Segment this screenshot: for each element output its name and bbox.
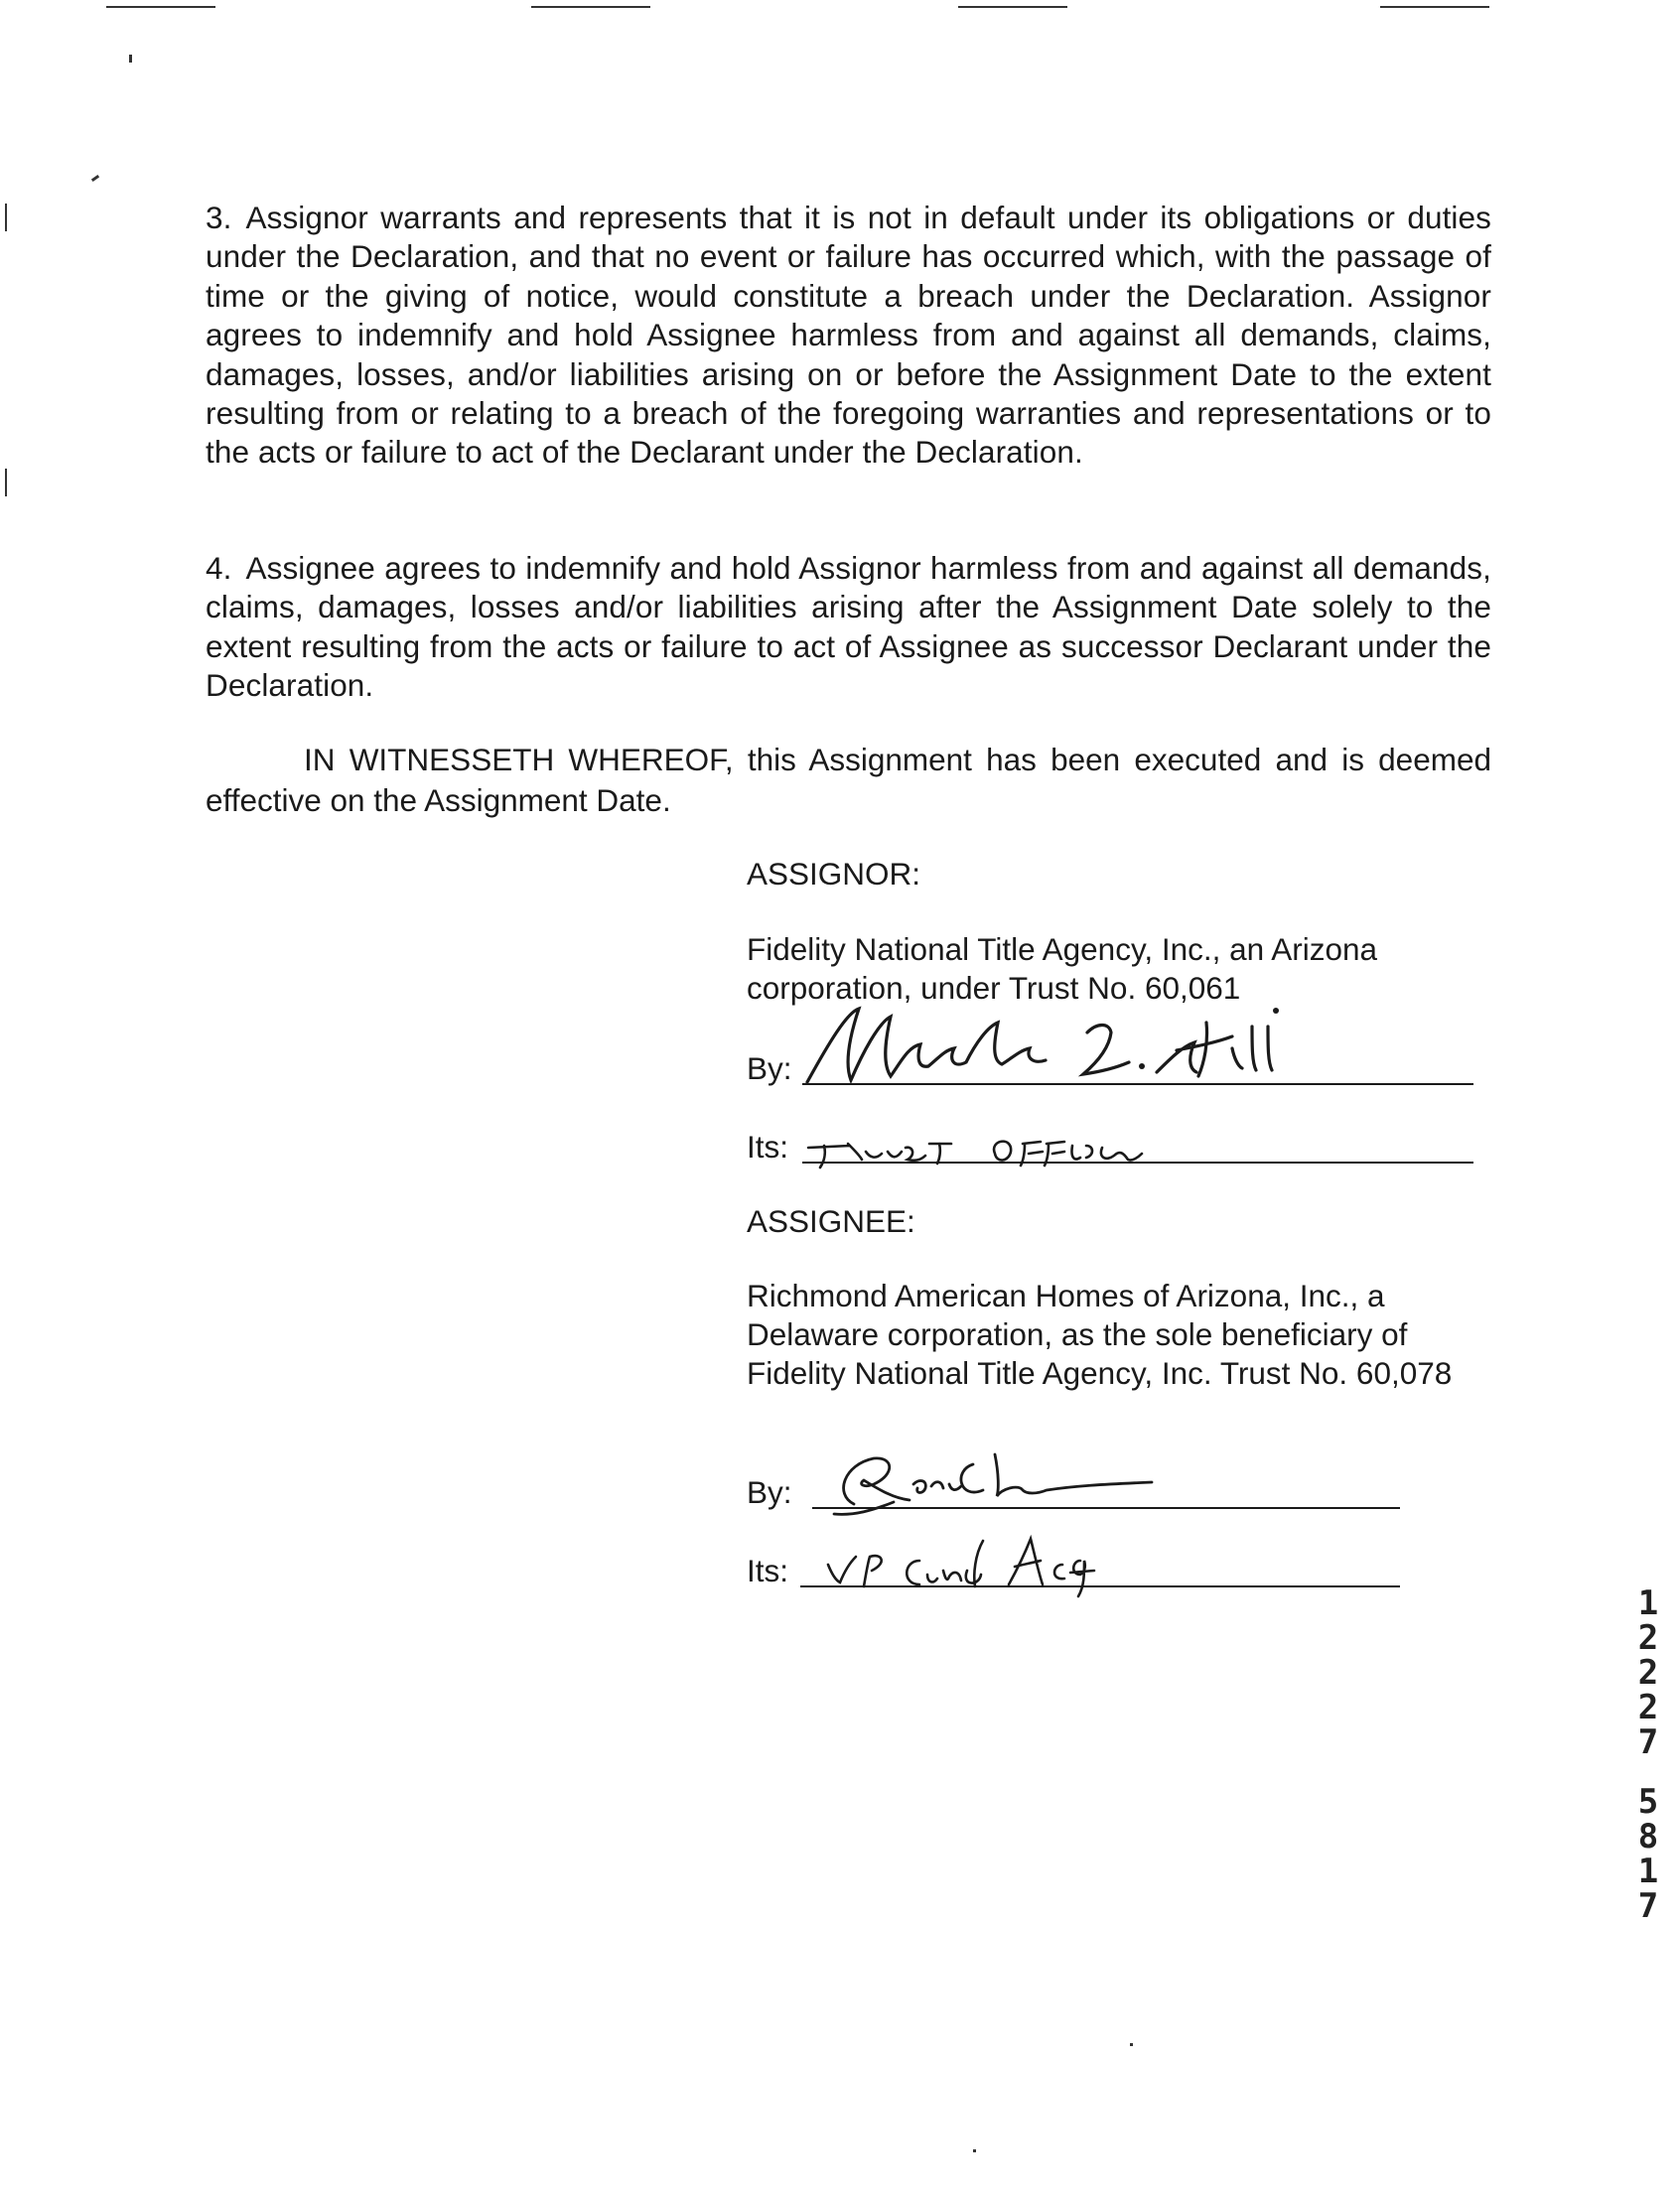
assignor-title-handwritten bbox=[804, 1130, 1182, 1174]
scan-mark bbox=[5, 204, 7, 231]
paragraph-4 bbox=[206, 549, 1491, 706]
scan-rule bbox=[1380, 6, 1489, 8]
assignee-by-label: By: bbox=[747, 1474, 792, 1510]
handwritten-signature-graphic bbox=[824, 1444, 1182, 1524]
stamp-digit: 7 bbox=[1637, 1886, 1659, 1926]
stamp-digit: 8 bbox=[1637, 1817, 1659, 1856]
recording-number-part-1 bbox=[1628, 1583, 1668, 1762]
assignor-signature bbox=[799, 1003, 1316, 1097]
paragraph-3 bbox=[206, 199, 1491, 473]
scan-mark bbox=[5, 469, 7, 496]
scan-rule bbox=[106, 6, 215, 8]
assignee-heading: ASSIGNEE: bbox=[747, 1203, 915, 1239]
witness-clause: IN WITNESSETH WHEREOF, this Assignment has been executed and is deemed effective on the Assignment Date. bbox=[206, 742, 1491, 818]
paragraph-number: 4. bbox=[206, 550, 232, 586]
assignee-its-label: Its: bbox=[747, 1553, 789, 1588]
scan-rule bbox=[958, 6, 1067, 8]
handwritten-title-graphic bbox=[804, 1130, 1182, 1169]
assignee-title-handwritten bbox=[824, 1531, 1122, 1605]
stamp-digit: 2 bbox=[1637, 1653, 1659, 1693]
scan-mark bbox=[91, 175, 99, 182]
stamp-digit: 2 bbox=[1637, 1618, 1659, 1658]
scan-mark bbox=[1130, 2043, 1133, 2046]
recording-number-part-2 bbox=[1628, 1782, 1668, 1926]
stamp-digit: 1 bbox=[1637, 1583, 1659, 1623]
handwritten-signature-graphic bbox=[799, 1003, 1316, 1092]
assignee-entity: Richmond American Homes of Arizona, Inc., a Delaware corporation, as the sole beneficiary of Fidelity National Title Agency, Inc. Trust No. 60,078 bbox=[747, 1278, 1453, 1391]
stamp-digit: 5 bbox=[1637, 1782, 1659, 1822]
stamp-digit: 2 bbox=[1637, 1688, 1659, 1727]
handwritten-title-graphic bbox=[824, 1531, 1122, 1600]
assignor-by-label: By: bbox=[747, 1050, 792, 1086]
assignee-signature bbox=[824, 1444, 1182, 1529]
assignor-heading: ASSIGNOR: bbox=[747, 856, 921, 892]
assignor-its-label: Its: bbox=[747, 1129, 789, 1165]
stamp-digit: 7 bbox=[1637, 1722, 1659, 1762]
scan-rule bbox=[531, 6, 650, 8]
scan-mark bbox=[129, 55, 132, 63]
assignor-entity: Fidelity National Title Agency, Inc., an Arizona corporation, under Trust No. 60,061 bbox=[747, 931, 1377, 1006]
paragraph-text: Assignor warrants and represents that it is not in default under its obligations or duties under the Declaration, and that no event or failure has occurred which, with the passage of time or the giving of notice, would constitute a breach under the Declaration. Assignor agrees to indemnify and hold Assignee harmless from and against all demands, claims, damages, losses, and/or liabilities arising on or before the Assignment Date to the extent resulting from or relating to a breach of the foregoing warranties and representations or to the acts or failure to act of the Declarant under the Declaration. bbox=[206, 200, 1491, 471]
stamp-digit: 1 bbox=[1637, 1852, 1659, 1891]
paragraph-number: 3. bbox=[206, 200, 232, 235]
paragraph-text: Assignee agrees to indemnify and hold Assignor harmless from and against all demands, claims, damages, losses and/or liabilities arising after the Assignment Date solely to the extent resulting from the acts or failure to act of Assignee as successor Declarant under the Declaration. bbox=[206, 550, 1491, 704]
scan-mark bbox=[973, 2149, 976, 2152]
